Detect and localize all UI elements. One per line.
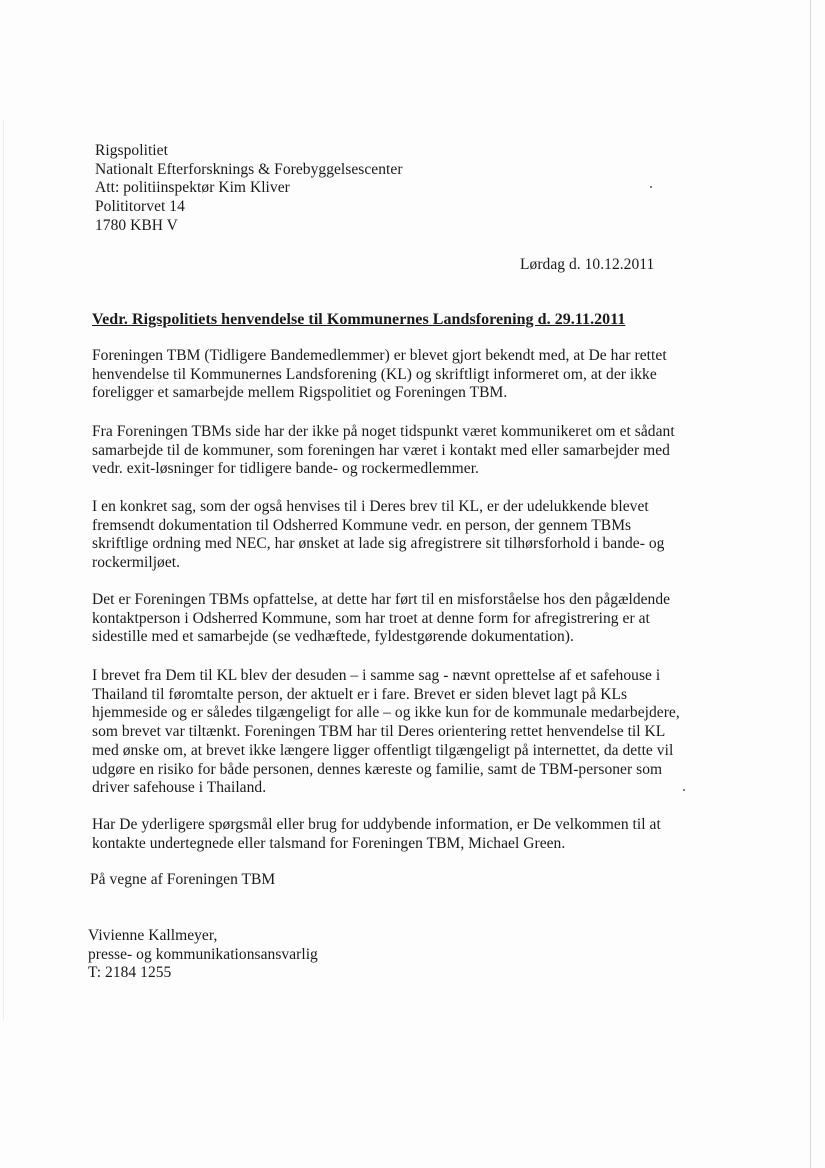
paragraph-line: kontaktperson i Odsherred Kommune, som har troet at denne form for afregistrering er at [92,609,650,627]
signature-block [88,927,318,983]
paragraph [92,498,732,573]
paragraph-line: skriftlige ordning med NEC, har ønsket at lade sig afregistrere sit tilhørsforhold i bande- og [92,535,665,553]
paragraph-line: med ønske om, at brevet ikke længere ligger offentligt tilgængeligt på internettet, da dette vil [92,741,674,759]
paragraph-line: henvendelse til Kommunernes Landsforening (KL) og skriftligt informeret om, at der ikke [92,365,657,383]
recipient-line: 1780 KBH V [95,216,178,234]
paragraph [92,347,732,403]
paragraph-line: Har De yderligere spørgsmål eller brug for uddybende information, er De velkommen til at [92,816,661,833]
signature-phone: T: 2184 1255 [88,964,172,982]
paragraph-line: Det er Foreningen TBMs opfattelse, at dette har ført til en misforståelse hos den pågældende [92,591,671,608]
recipient-address [95,142,403,236]
closing-line [90,871,730,890]
scan-edge [3,120,4,1020]
paragraph-line: På vegne af Foreningen TBM [90,871,276,888]
paragraph-line: samarbejde til de kommuner, som foreningen har været i kontakt med eller samarbejder med [92,441,670,459]
letter-subject: Vedr. Rigspolitiets henvendelse til Kommunernes Landsforening d. 29.11.2011 [92,311,626,328]
letter-date: Lørdag d. 10.12.2011 [520,256,655,273]
paragraph-line: fremsendt dokumentation til Odsherred Kommune vedr. en person, der gennem TBMs [92,516,632,534]
recipient-line: Rigspolitiet [95,142,168,159]
paragraph-line: kontakte undertegnede eller talsmand for Foreningen TBM, Michael Green. [92,834,566,852]
paragraph-line: foreligger et samarbejde mellem Rigspolitiet og Foreningen TBM. [92,384,508,402]
paragraph-line: driver safehouse i Thailand. [92,779,267,797]
paragraph [92,591,732,647]
paragraph [92,667,732,798]
paragraph-line: vedr. exit-løsninger for tidligere bande- og rockermedlemmer. [92,460,479,478]
paragraph-line: rockermiljøet. [92,554,181,572]
paragraph-line: som brevet var tiltænkt. Foreningen TBM har til Deres orientering rettet henvendelse til KL [92,723,666,741]
paragraph-line: udgøre en risiko for både personen, dennes kæreste og familie, samt de TBM-personer som [92,760,663,778]
recipient-line: Nationalt Efterforsknings & Forebyggelsescenter [95,160,403,178]
paragraph-line: Thailand til føromtalte person, der aktuelt er i fare. Brevet er siden blevet lagt på KLs [92,685,628,703]
paragraph-line: I brevet fra Dem til KL blev der desuden – i samme sag - nævnt oprettelse af et safehouse i [92,667,661,684]
paragraph [92,816,732,853]
paragraph-line: I en konkret sag, som der også henvises til i Deres brev til KL, er der udelukkende blevet [92,498,649,515]
signature-title: presse- og kommunikationsansvarlig [88,945,318,963]
recipient-line: Polititorvet 14 [95,198,185,216]
paragraph-line: Foreningen TBM (Tidligere Bandemedlemmer) er blevet gjort bekendt med, at De har rettet [92,347,667,364]
paragraph-line: sidestille med et samarbejde (se vedhæftede, fyldestgørende dokumentation). [92,628,574,646]
signature-name: Vivienne Kallmeyer, [88,927,218,944]
recipient-line: Att: politiinspektør Kim Kliver [95,179,290,197]
scan-edge [810,0,811,1168]
paragraph-line: Fra Foreningen TBMs side har der ikke på noget tidspunkt været kommunikeret om et sådant [92,423,675,440]
scan-speck [650,186,652,188]
paragraph-line: hjemmeside og er således tilgængeligt for alle – og ikke kun for de kommunale medarbejdere, [92,704,680,722]
paragraph [92,423,732,479]
scan-speck [683,789,685,791]
